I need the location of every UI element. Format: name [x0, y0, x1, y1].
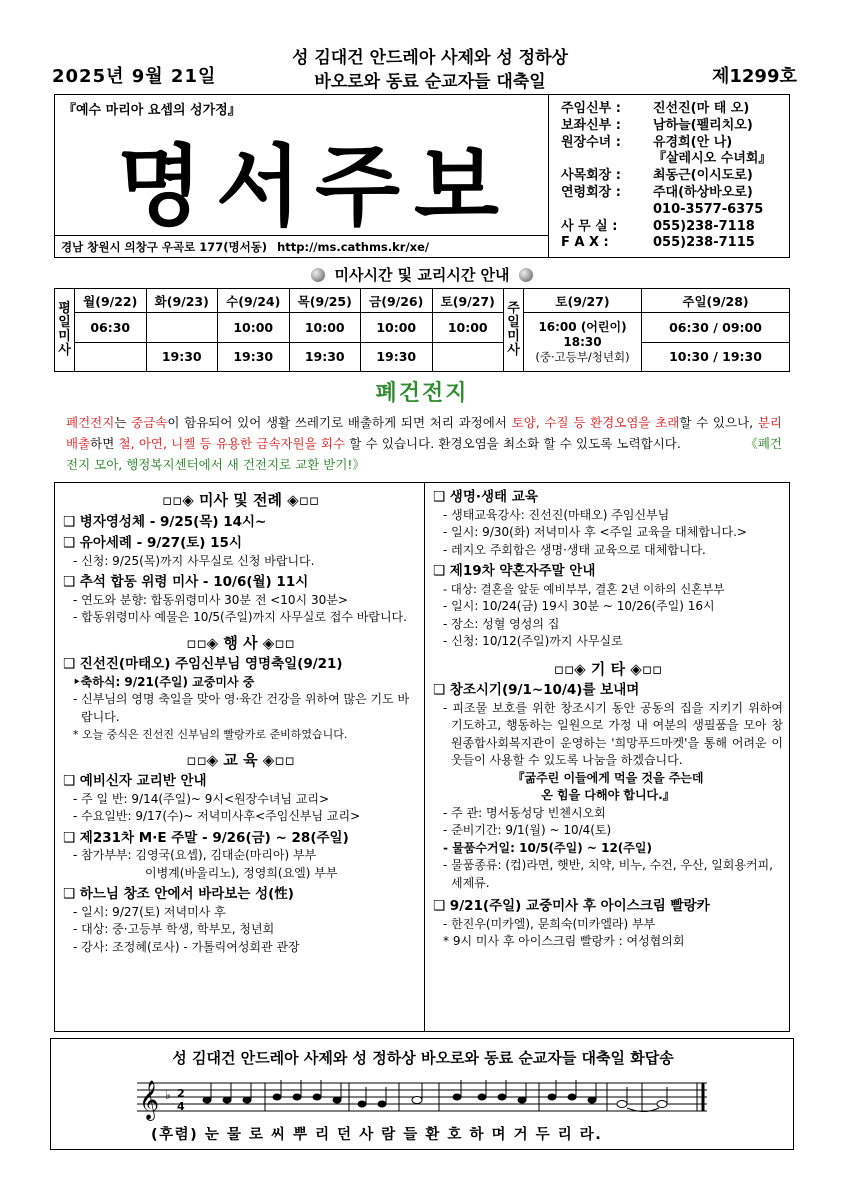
psalm-lyrics: (후렴) 눈 물 로 씨 뿌 리 던 사 람 들 환 호 하 며 거 두 리 라.	[151, 1127, 603, 1143]
highlight-text: 철, 아연, 니켈 등 유용한 금속자원을 회수	[118, 436, 346, 451]
staff-name: 유경희(안 나)	[653, 134, 733, 150]
section-heading: ▫▫◈ 미사 및 전례 ◈▫▫	[161, 491, 320, 509]
item-title: ❑ 제231차 M·E 주말 - 9/26(금) ~ 28(주일)	[63, 829, 349, 846]
item-line: - 합동위령미사 예물은 10/5(주일)까지 사무실로 접수 바랍니다.	[73, 610, 407, 624]
issue-number: 제1299호	[712, 66, 797, 87]
staff-name: 주대(하상바오로)	[653, 184, 753, 200]
time-cell: 19:30	[361, 342, 433, 372]
staff-role: 보좌신부 :	[561, 117, 621, 133]
day-header: 토(9/27)	[432, 289, 504, 313]
website-link[interactable]: http://ms.cathms.kr/xe/	[277, 240, 430, 254]
staff-row	[561, 235, 791, 252]
staff-name: 055)238-7118	[653, 218, 755, 234]
time-cell	[432, 342, 504, 372]
address: 경남 창원시 의창구 우곡로 177(명서동)	[61, 240, 268, 254]
item-line: - 주 관: 명서동성당 빈첸시오회	[443, 805, 606, 820]
time-cell: 10:00	[432, 313, 504, 343]
item-line: - 연도와 분향: 합동위령미사 30분 전 <10시 30분>	[73, 592, 348, 607]
staff-role: 원장수녀 :	[561, 134, 621, 150]
svg-text:𝄞: 𝄞	[139, 1080, 160, 1120]
day-header: 토(9/27)	[524, 289, 642, 313]
staff-row	[561, 185, 791, 202]
staff-role: 사목회장 :	[561, 168, 621, 184]
masthead-title-area	[55, 95, 549, 257]
staff-row	[561, 135, 791, 152]
motto: 『예수 마리아 요셉의 성가정』	[63, 103, 241, 118]
right-column	[425, 483, 789, 1031]
highlight-text: 토양, 수질 등 환경오염을 초래	[511, 415, 680, 430]
item-title: ❑ 진선진(마태오) 주임신부님 영명축일(9/21)	[63, 656, 343, 672]
time-cell: 06:30	[75, 313, 147, 343]
item-title: ❑ 9/21(주일) 교중미사 후 아이스크림 빨랑카	[433, 898, 710, 914]
mass-schedule-heading	[54, 264, 790, 285]
time-cell	[146, 313, 218, 343]
staff-role	[561, 202, 653, 219]
time-text: 18:30	[563, 334, 602, 349]
quote-line: 온 힘을 다해야 합니다.』	[541, 788, 675, 802]
day-header: 월(9/22)	[75, 289, 147, 313]
staff-name: 최동근(이시도로)	[653, 168, 753, 184]
staff-name: 『살레시오 수녀회』	[653, 151, 772, 167]
battery-notice	[66, 412, 782, 475]
item-line: - 일시: 9/27(토) 저녁미사 후	[73, 904, 226, 919]
item-line: - 피조물 보호를 위한 창조시기 동안 공동의 집을 지키기 위하여 기도하고, 행동하는 일원으로 가정 내 여분의 생필품을 모아 창원종합사회복지관이 운영하는 '희망푸드마켓'을 통해 어려운 이웃들이 사용할 수 있도록 나눔을 하겠습니다.	[443, 700, 783, 767]
body-text: 할 수 있으나,	[679, 415, 758, 430]
day-header: 수(9/24)	[218, 289, 290, 313]
staff-row	[561, 101, 791, 118]
staff-name: 남하늘(펠리치오)	[653, 117, 753, 133]
battery-title: 폐건전지	[375, 381, 469, 406]
left-column	[55, 483, 425, 1031]
staff-role: F A X :	[561, 235, 609, 251]
highlight-text: 폐건전지	[66, 415, 115, 430]
item-line: * 9시 미사 후 아이스크림 빨랑카 : 여성협의회	[443, 934, 685, 948]
feast-title	[240, 46, 620, 94]
table-row	[55, 313, 790, 343]
staff-role: 사 무 실 :	[561, 218, 618, 234]
time-cell: 10:30 / 19:30	[642, 342, 790, 372]
staff-role: 주임신부 :	[561, 101, 621, 116]
psalm-box	[50, 1038, 794, 1150]
day-header: 목(9/25)	[289, 289, 361, 313]
item-title: ❑ 유아세례 - 9/27(토) 15시	[63, 535, 242, 551]
time-cell: 06:30 / 09:00	[642, 313, 790, 343]
staff-list	[561, 101, 791, 252]
feast-line-1: 성 김대건 안드레아 사제와 성 정하상	[292, 48, 568, 68]
item-line: - 대상: 중·고등부 학생, 학부모, 청년회	[73, 922, 275, 936]
bullet-icon	[311, 268, 325, 282]
staff-row	[561, 168, 791, 185]
section-heading: ▫▫◈ 교 육 ◈▫▫	[186, 750, 295, 769]
bullet-icon	[519, 268, 533, 282]
day-header: 화(9/23)	[146, 289, 218, 313]
section-heading: ▫▫◈ 기 타 ◈▫▫	[553, 659, 663, 678]
psalm-title: 성 김대건 안드레아 사제와 성 정하상 바오로와 동료 순교자들 대축일 화답송	[172, 1049, 674, 1067]
svg-text:♭: ♭	[165, 1088, 171, 1102]
item-line: - 강사: 조정혜(로사) - 가톨릭여성회관 관장	[73, 939, 300, 954]
item-title: ❑ 병자영성체 - 9/25(목) 14시~	[63, 513, 267, 530]
mass-schedule-table	[54, 288, 790, 372]
staff-name: 010-3577-6375	[653, 201, 764, 217]
item-title: ❑ 추석 합동 위령 미사 - 10/6(월) 11시	[63, 574, 309, 590]
table-row	[55, 289, 790, 313]
item-line: - 레지오 주회합은 생명·생태 교육으로 대체합니다.	[443, 542, 706, 557]
day-header: 주일(9/28)	[642, 289, 790, 313]
body-text: 이 함유되어 있어 생활 쓰레기로 배출하게 되면 처리 과정에서	[167, 415, 512, 430]
staff-role: 연령회장 :	[561, 184, 621, 200]
time-cell: 19:30	[289, 342, 361, 372]
staff-row	[561, 202, 791, 219]
item-line: 이병계(바울리노), 정영희(요엘) 부부	[145, 865, 338, 880]
time-cell	[75, 342, 147, 372]
time-cell: 10:00	[361, 313, 433, 343]
staff-row	[561, 118, 791, 135]
time-cell: 10:00	[289, 313, 361, 343]
time-text: (중·고등부/청년회)	[535, 349, 630, 364]
time-text: 16:00 (어린이)	[538, 319, 627, 334]
music-staff	[137, 1077, 717, 1121]
item-title: ❑ 하느님 창조 안에서 바라보는 성(性)	[63, 886, 294, 902]
sunday-mass-label: 주 일 미 사	[504, 289, 524, 372]
day-header: 금(9/26)	[361, 289, 433, 313]
item-title: ❑ 창조시기(9/1~10/4)를 보내며	[433, 682, 640, 698]
address-bar	[55, 235, 549, 257]
highlight-text: 중금속	[131, 415, 168, 430]
time-cell: 19:30	[218, 342, 290, 372]
item-line: - 참가부부: 김영국(요셉), 김대순(마리아) 부부	[73, 848, 317, 862]
weekday-mass-label: 평 일 미 사	[55, 289, 75, 372]
feast-line-2: 바오로와 동료 순교자들 대축일	[314, 72, 546, 92]
item-title: ❑ 생명·생태 교육	[433, 489, 538, 505]
item-line: ‣축하식: 9/21(주일) 교중미사 중	[73, 674, 255, 689]
item-line: - 신청: 10/12(주일)까지 사무실로	[443, 634, 623, 648]
mass-heading-text: 미사시간 및 교리시간 안내	[334, 266, 510, 284]
issue-date: 2025년 9월 21일	[52, 66, 217, 87]
staff-row	[561, 151, 791, 168]
item-line: - 준비기간: 9/1(월) ~ 10/4(토)	[443, 823, 612, 837]
item-line: - 일시: 10/24(금) 19시 30분 ~ 10/26(주일) 16시	[443, 599, 715, 613]
quote-line: 『굶주린 이들에게 먹을 것을 주는데	[512, 770, 704, 785]
item-title: ❑ 제19차 약혼자주말 안내	[433, 563, 596, 579]
item-line: - 한진우(미카엘), 문희숙(미카엘라) 부부	[443, 916, 656, 931]
item-line: - 물품종류: (컵)라면, 햇반, 치약, 비누, 수건, 우산, 일회용커피, 세제류.	[443, 858, 773, 890]
svg-text:4: 4	[177, 1100, 185, 1113]
table-row	[55, 342, 790, 372]
item-line: - 생태교육강사: 진선진(마태오) 주임신부님	[443, 507, 670, 522]
time-cell: 10:00	[218, 313, 290, 343]
notices-columns	[54, 482, 790, 1032]
saturday-times	[524, 313, 642, 372]
section-heading: ▫▫◈ 행 사 ◈▫▫	[186, 633, 295, 652]
item-line: - 신청: 9/25(목)까지 사무실로 신청 바랍니다.	[73, 553, 315, 568]
staff-name: 055)238-7115	[653, 235, 755, 251]
staff-name: 진선진(마 태 오)	[653, 101, 750, 116]
staff-row	[561, 219, 791, 236]
item-title: ❑ 예비신자 교리반 안내	[63, 773, 207, 789]
item-line: * 오늘 중식은 진선진 신부님의 빨랑카로 준비하였습니다.	[73, 728, 348, 741]
item-line: - 수요일반: 9/17(수)~ 저녁미사후<주임신부님 교리>	[73, 809, 361, 823]
highlight-text: 분리 배출	[66, 415, 782, 451]
svg-text:2: 2	[177, 1087, 185, 1100]
time-cell: 19:30	[146, 342, 218, 372]
body-text: 하면	[90, 436, 119, 451]
item-line: - 일시: 9/30(화) 저녁미사 후 <주일 교육을 대체합니다.>	[443, 525, 747, 539]
item-line: - 장소: 성혈 영성의 집	[443, 616, 560, 631]
bulletin-title: 명서주보	[116, 134, 514, 238]
item-line: - 대상: 결혼을 앞둔 예비부부, 결혼 2년 이하의 신혼부부	[443, 581, 725, 596]
masthead	[54, 94, 790, 258]
item-line: - 신부님의 영명 축일을 맞아 영·육간 건강을 위하여 많은 기도 바랍니다.	[73, 692, 410, 724]
body-text: 는	[114, 415, 132, 430]
item-line: - 주 일 반: 9/14(주일)~ 9시<원장수녀님 교리>	[73, 791, 330, 806]
battery-footer: 《폐건전지 모아, 행정복지센터에서 새 건전지로 교환 받기!》	[66, 436, 782, 472]
item-line: - 물품수거일: 10/5(주일) ~ 12(주일)	[443, 840, 652, 855]
staff-role	[561, 151, 653, 168]
body-text: 할 수 있습니다. 환경오염을 최소화 할 수 있도록 노력합시다.	[345, 436, 681, 451]
